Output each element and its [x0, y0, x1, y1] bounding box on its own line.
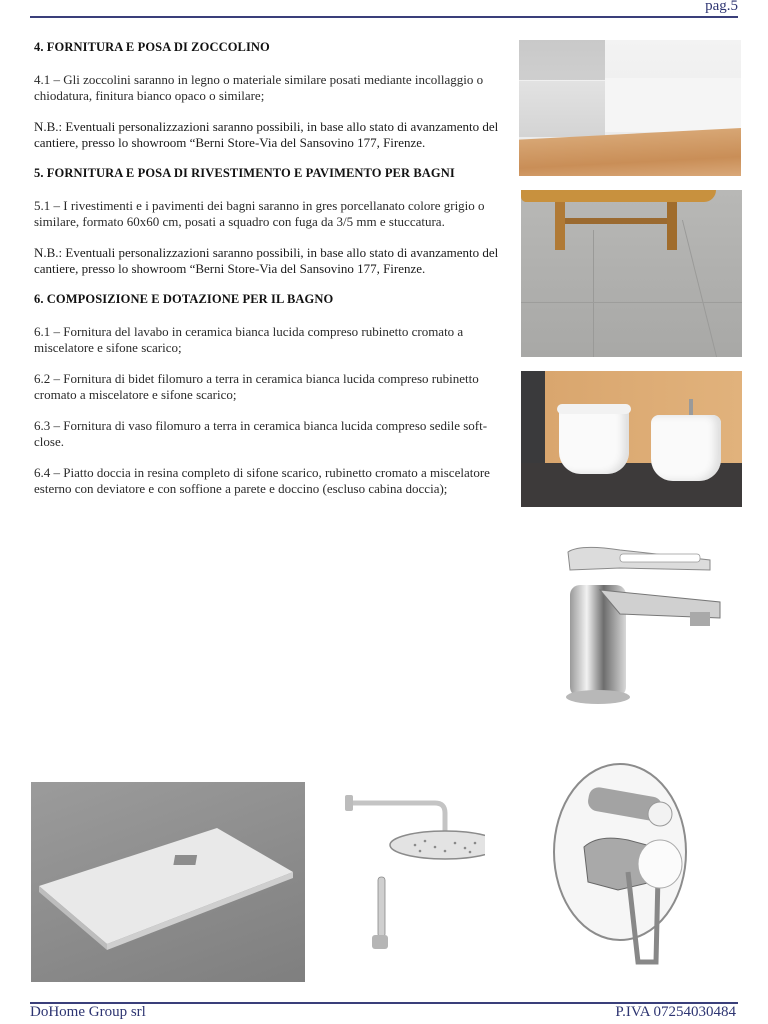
- paragraph: 6.2 – Fornitura di bidet filomuro a terra in ceramica bianca lucida compreso rubinetto cromato a miscelatore e sifone scarico;: [34, 371, 479, 402]
- paragraph: 6.1 – Fornitura del lavabo in ceramica bianca lucida compreso rubinetto cromato a miscelatore e sifone scarico;: [34, 324, 464, 355]
- section-title: 4. FORNITURA E POSA DI ZOCCOLINO: [34, 40, 270, 54]
- paragraph: 6.3 – Fornitura di vaso filomuro a terra in ceramica bianca lucida compreso sedile soft-close.: [34, 418, 488, 449]
- section-title: 5. FORNITURA E POSA DI RIVESTIMENTO E PAVIMENTO PER BAGNI: [34, 166, 455, 180]
- section-4: [34, 40, 510, 150]
- section-5: [34, 166, 510, 276]
- paragraph: 4.1 – Gli zoccolini saranno in legno o materiale similare posati mediante incollaggio o chiodatura, finitura bianco opaco o similare;: [34, 72, 484, 103]
- note-paragraph: N.B.: Eventuali personalizzazioni saranno possibili, in base allo stato di avanzamento del cantiere, presso lo showroom “Berni Store-Via del Sansovino 177, Firenze.: [34, 245, 499, 276]
- paragraph: 5.1 – I rivestimenti e i pavimenti dei bagni saranno in gres porcellanato colore grigio o similare, formato 60x60 cm, posati a squadro con fuga da 3/5 mm e stuccatura.: [34, 198, 485, 229]
- shower-mixer-image: [548, 752, 693, 972]
- document-body: [34, 40, 510, 512]
- floor-tiles-image: [521, 190, 742, 357]
- basin-mixer-image: [560, 540, 730, 710]
- note-paragraph: N.B.: Eventuali personalizzazioni saranno possibili, in base allo stato di avanzamento del cantiere, presso lo showroom “Berni Store-Via del Sansovino 177, Firenze.: [34, 119, 499, 150]
- shower-head-image: [335, 785, 485, 960]
- paragraph: 6.4 – Piatto doccia in resina completo di sifone scarico, rubinetto cromato a miscelatore esterno con deviatore e con soffione a parete e doccino (escluso cabina doccia);: [34, 465, 490, 496]
- vat-number: P.IVA 07254030484: [615, 1004, 736, 1020]
- wc-bidet-image: [521, 371, 742, 507]
- header-rule: [30, 16, 738, 18]
- section-title: 6. COMPOSIZIONE E DOTAZIONE PER IL BAGNO: [34, 292, 334, 306]
- skirting-board-image: [519, 40, 741, 176]
- company-name: DoHome Group srl: [30, 1004, 146, 1020]
- shower-tray-image: [31, 782, 305, 982]
- page-number: pag.5: [705, 0, 738, 14]
- section-6: [34, 292, 510, 496]
